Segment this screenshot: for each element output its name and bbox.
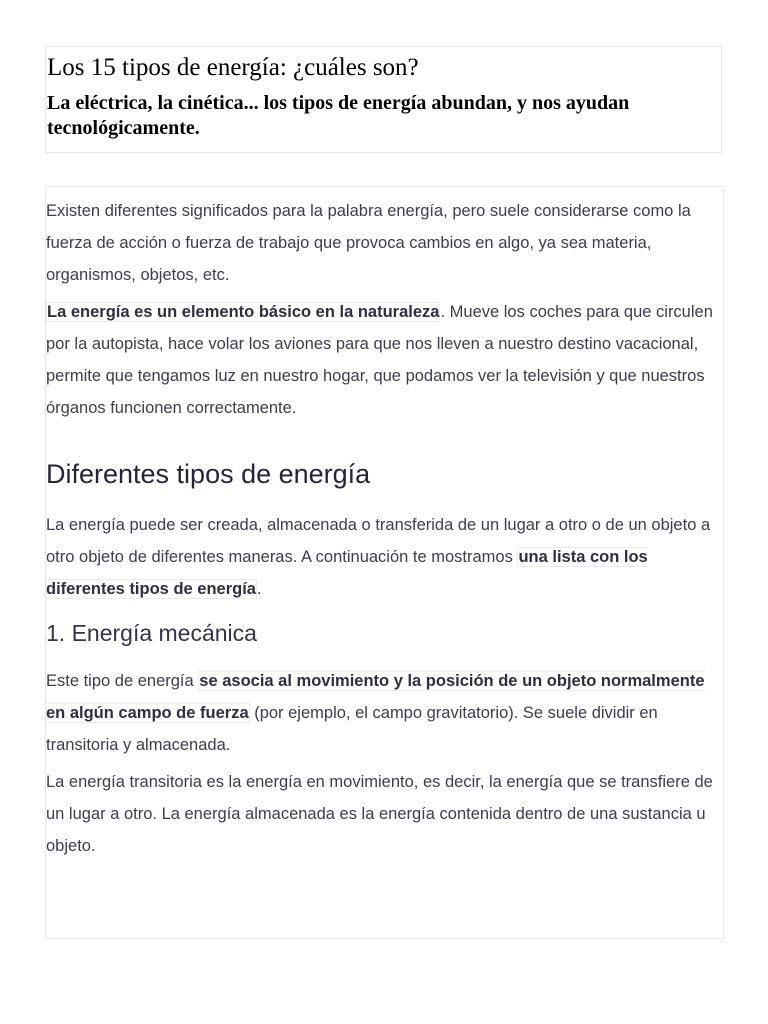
transitory-text: La energía transitoria es la energía en movimiento, es decir, la energía que se transfiere de un lugar a otro. La energía almacenada es la energía contenida dentro de una sustancia u objeto. (46, 773, 713, 855)
article-header (45, 46, 722, 153)
types-end: . (256, 580, 262, 598)
mechanical-highlight: se asocia al movimiento y la posición de un objeto normalmente en algún campo de fuerza (46, 672, 705, 722)
intro-text: Existen diferentes significados para la palabra energía, pero suele considerarse como la fuerza de acción o fuerza de trabajo que provoca cambios en algo, ya sea materia, organismos, objetos, etc. (46, 202, 691, 284)
page-subtitle: La eléctrica, la cinética... los tipos de energía abundan, y nos ayudan tecnológicamente. (47, 92, 630, 139)
intro-paragraph (46, 195, 723, 291)
subheading-mechanical: 1. Energía mecánica (46, 620, 257, 646)
types-paragraph (46, 509, 723, 605)
mechanical-text-end: (por ejemplo, el campo gravitatorio). Se suele dividir en transitoria y almacenada. (46, 704, 658, 754)
section-heading-types: Diferentes tipos de energía (46, 459, 371, 489)
mechanical-paragraph (46, 665, 723, 761)
mechanical-text-start: Este tipo de energía (46, 672, 199, 690)
article-body (45, 186, 724, 939)
types-text: La energía puede ser creada, almacenada o transferida de un lugar a otro o de un objeto a otro objeto de diferentes maneras. A continuación te mostramos (46, 516, 711, 566)
transitory-paragraph (46, 766, 723, 862)
nature-highlight: La energía es un elemento básico en la naturaleza (47, 303, 440, 321)
page-title: Los 15 tipos de energía: ¿cuáles son? (47, 54, 419, 81)
nature-text: . Mueve los coches para que circulen por la autopista, hace volar los aviones para que nos lleven a nuestro destino vacacional, permite que tengamos luz en nuestro hogar, que podamos ver la televisión y que nuestros órganos funcionen correctamente. (46, 303, 713, 417)
types-list-highlight: una lista con los diferentes tipos de energía (46, 548, 648, 598)
nature-paragraph (46, 296, 723, 424)
